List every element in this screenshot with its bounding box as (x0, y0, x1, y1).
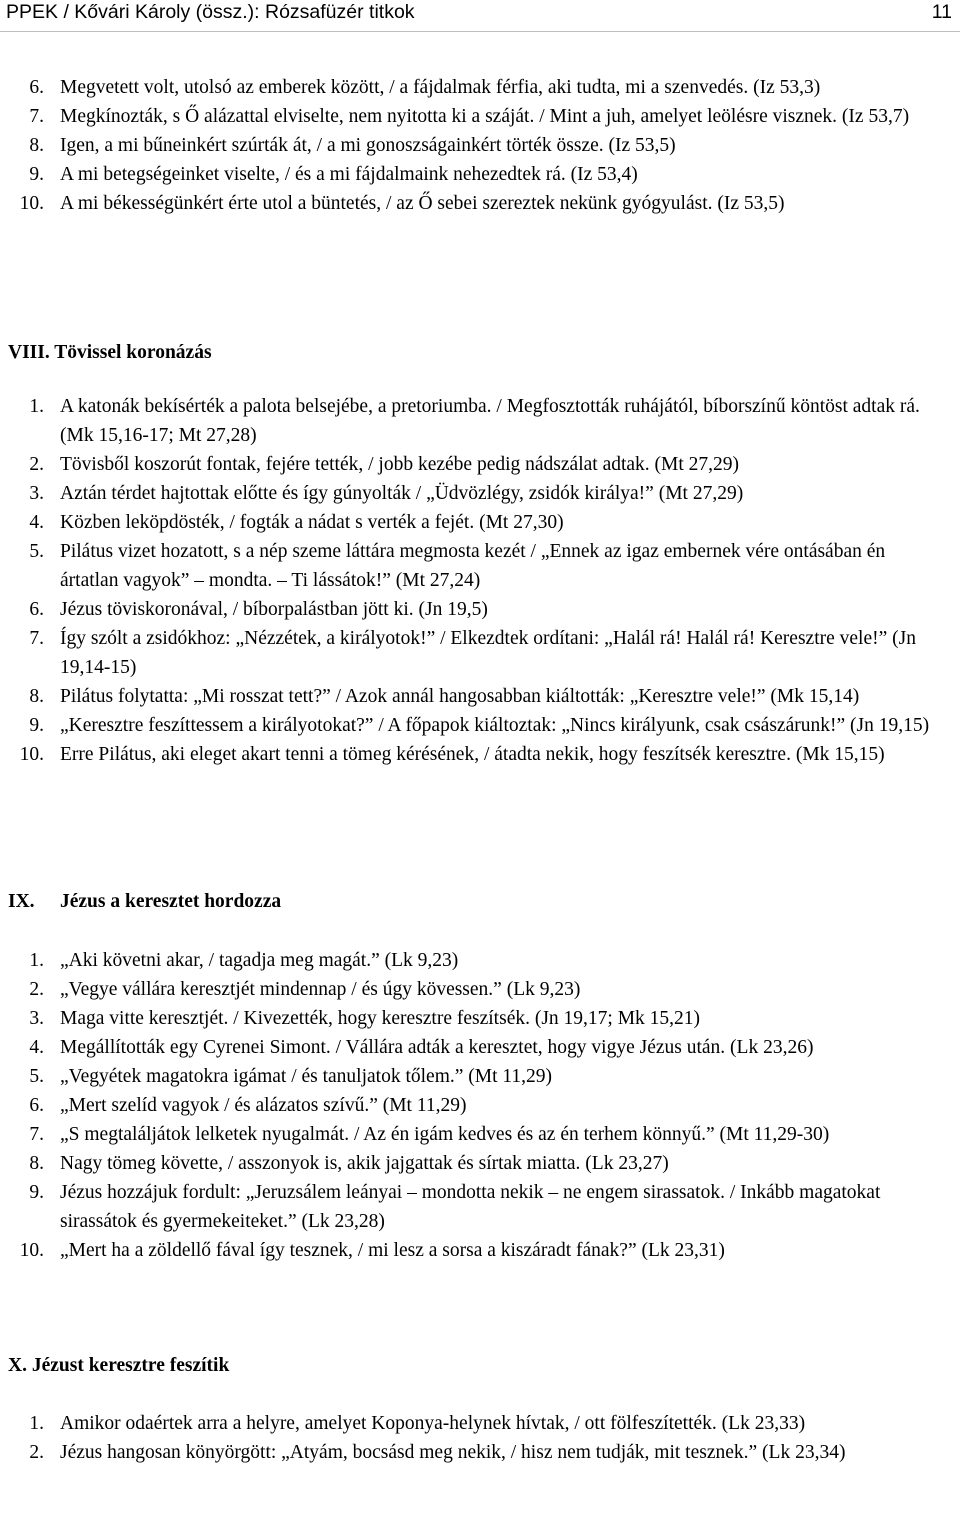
list-item (8, 1149, 948, 1178)
item-text: A mi betegségeinket viselte, / és a mi fájdalmaink nehezedtek rá. (Iz 53,4) (60, 164, 638, 185)
item-number: 1. (29, 396, 44, 417)
item-text: „Mert szelíd vagyok / és alázatos szívű.” (Mt 11,29) (60, 1095, 467, 1116)
item-number: 5. (29, 541, 44, 562)
list-item (8, 450, 948, 479)
item-number: 6. (29, 1095, 44, 1116)
list-section-viii (8, 392, 948, 769)
item-text: Pilátus vizet hozatott, s a nép szeme láttára megmosta kezét / „Ennek az igaz embernek vére ontásában én ártatlan vagyok” – mondta. – Ti lássátok!” (Mt 27,24) (60, 541, 886, 591)
item-text: Nagy tömeg követte, / asszonyok is, akik jajgattak és sírtak miatta. (Lk 23,27) (60, 1153, 669, 1174)
item-text: „Vegye vállára keresztjét mindennap / és úgy kövessen.” (Lk 9,23) (60, 979, 581, 1000)
list-item (8, 160, 948, 189)
item-number: 10. (19, 1240, 44, 1261)
item-text: Tövisből koszorút fontak, fejére tették, / jobb kezébe pedig nádszálat adtak. (Mt 27,29) (60, 454, 740, 475)
item-number: 9. (29, 1182, 44, 1203)
item-text: Erre Pilátus, aki eleget akart tenni a tömeg kérésének, / átadta nekik, hogy feszítsék keresztre. (Mk 15,15) (60, 744, 885, 765)
item-number: 3. (29, 1008, 44, 1029)
item-number: 5. (29, 1066, 44, 1087)
item-number: 2. (29, 454, 44, 475)
item-number: 6. (29, 77, 44, 98)
item-text: Jézus hozzájuk fordult: „Jeruzsálem leányai – mondotta nekik – ne engem sirassatok. / Inkább magatokat sirassátok és gyermekeiteket.” (Lk 23,28) (60, 1182, 881, 1232)
list-item (8, 1033, 948, 1062)
item-text: Aztán térdet hajtottak előtte és így gúnyolták / „Üdvözlégy, zsidók királya!” (Mt 27,29) (60, 483, 744, 504)
item-number: 1. (29, 1413, 44, 1434)
item-text: Pilátus folytatta: „Mi rosszat tett?” / Azok annál hangosabban kiáltották: „Keresztre vele!” (Mk 15,14) (60, 686, 860, 707)
item-text: Jézus hangosan könyörgött: „Atyám, bocsásd meg nekik, / hisz nem tudják, mit tesznek.” (Lk 23,34) (60, 1442, 846, 1463)
page-header (0, 0, 960, 32)
item-number: 8. (29, 686, 44, 707)
item-number: 6. (29, 599, 44, 620)
item-text: Maga vitte keresztjét. / Kivezették, hogy keresztre feszítsék. (Jn 19,17; Mk 15,21) (60, 1008, 701, 1029)
list-item (8, 131, 948, 160)
list-item (8, 946, 948, 975)
list-item (8, 1236, 948, 1265)
item-number: 8. (29, 1153, 44, 1174)
list-item (8, 537, 948, 595)
item-number: 7. (29, 628, 44, 649)
list-item (8, 73, 948, 102)
list-item (8, 1120, 948, 1149)
item-number: 2. (29, 979, 44, 1000)
list-item (8, 682, 948, 711)
list-item (8, 508, 948, 537)
list-item (8, 975, 948, 1004)
list-continuation (8, 73, 948, 218)
item-text: Közben leköpdösték, / fogták a nádat s verték a fejét. (Mt 27,30) (60, 512, 564, 533)
page-number: 11 (931, 1, 952, 23)
item-number: 3. (29, 483, 44, 504)
item-text: „Vegyétek magatokra igámat / és tanuljatok tőlem.” (Mt 11,29) (60, 1066, 553, 1087)
item-number: 8. (29, 135, 44, 156)
item-text: „Mert ha a zöldellő fával így tesznek, / mi lesz a sorsa a kiszáradt fának?” (Lk 23,31) (60, 1240, 725, 1261)
item-number: 10. (19, 193, 44, 214)
header-title: PPEK / Kővári Károly (össz.): Rózsafüzér titkok (6, 1, 415, 23)
list-item (8, 1178, 948, 1236)
list-item (8, 1409, 948, 1438)
item-number: 9. (29, 164, 44, 185)
list-item (8, 479, 948, 508)
item-text: „S megtaláljátok lelketek nyugalmát. / Az én igám kedves és az én terhem könnyű.” (Mt 11,29-30) (60, 1124, 830, 1145)
item-number: 7. (29, 1124, 44, 1145)
section-roman-numeral: IX. (8, 891, 35, 912)
section-heading-x: X. Jézust keresztre feszítik (8, 1355, 230, 1376)
list-item (8, 740, 948, 769)
section-heading-ix (8, 887, 281, 916)
item-text: Megkínozták, s Ő alázattal elviselte, nem nyitotta ki a száját. / Mint a juh, amelyet leölésre visznek. (Iz 53,7) (60, 106, 910, 127)
list-item (8, 392, 948, 450)
list-section-x (8, 1409, 948, 1467)
list-item (8, 189, 948, 218)
item-text: A mi békességünkért érte utol a büntetés, / az Ő sebei szereztek nekünk gyógyulást. (Iz 53,5) (60, 193, 785, 214)
item-text: Jézus töviskoronával, / bíborpalástban jött ki. (Jn 19,5) (60, 599, 488, 620)
list-item (8, 1062, 948, 1091)
list-item (8, 1438, 948, 1467)
section-heading-viii: VIII. Tövissel koronázás (8, 342, 212, 363)
item-text: A katonák bekísérték a palota belsejébe, a pretoriumba. / Megfosztották ruhájától, bíborszínű köntöst adtak rá. (Mk 15,16-17; Mt 27,28) (60, 396, 920, 446)
item-text: „Keresztre feszíttessem a királyotokat?” / A főpapok kiáltoztak: „Nincs királyunk, csak császárunk!” (Jn 19,15) (60, 715, 930, 736)
item-number: 7. (29, 106, 44, 127)
item-text: Megvetett volt, utolsó az emberek között, / a fájdalmak férfia, aki tudta, mi a szenvedés. (Iz 53,3) (60, 77, 821, 98)
list-item (8, 624, 948, 682)
item-number: 10. (19, 744, 44, 765)
item-text: Így szólt a zsidókhoz: „Nézzétek, a királyotok!” / Elkezdtek ordítani: „Halál rá! Halál rá! Keresztre vele!” (Jn 19,14-15) (60, 628, 916, 678)
item-text: „Aki követni akar, / tagadja meg magát.” (Lk 9,23) (60, 950, 459, 971)
item-number: 4. (29, 1037, 44, 1058)
list-item (8, 711, 948, 740)
section-title: Jézus a keresztet hordozza (60, 891, 282, 912)
item-text: Megállították egy Cyrenei Simont. / Vállára adták a keresztet, hogy vigye Jézus után. (Lk 23,26) (60, 1037, 814, 1058)
list-section-ix (8, 946, 948, 1265)
list-item (8, 1004, 948, 1033)
item-number: 9. (29, 715, 44, 736)
item-number: 1. (29, 950, 44, 971)
item-text: Amikor odaértek arra a helyre, amelyet Koponya-helynek hívtak, / ott fölfeszítették. (Lk 23,33) (60, 1413, 806, 1434)
item-number: 2. (29, 1442, 44, 1463)
item-number: 4. (29, 512, 44, 533)
item-text: Igen, a mi bűneinkért szúrták át, / a mi gonoszságainkért törték össze. (Iz 53,5) (60, 135, 676, 156)
list-item (8, 595, 948, 624)
list-item (8, 1091, 948, 1120)
list-item (8, 102, 948, 131)
